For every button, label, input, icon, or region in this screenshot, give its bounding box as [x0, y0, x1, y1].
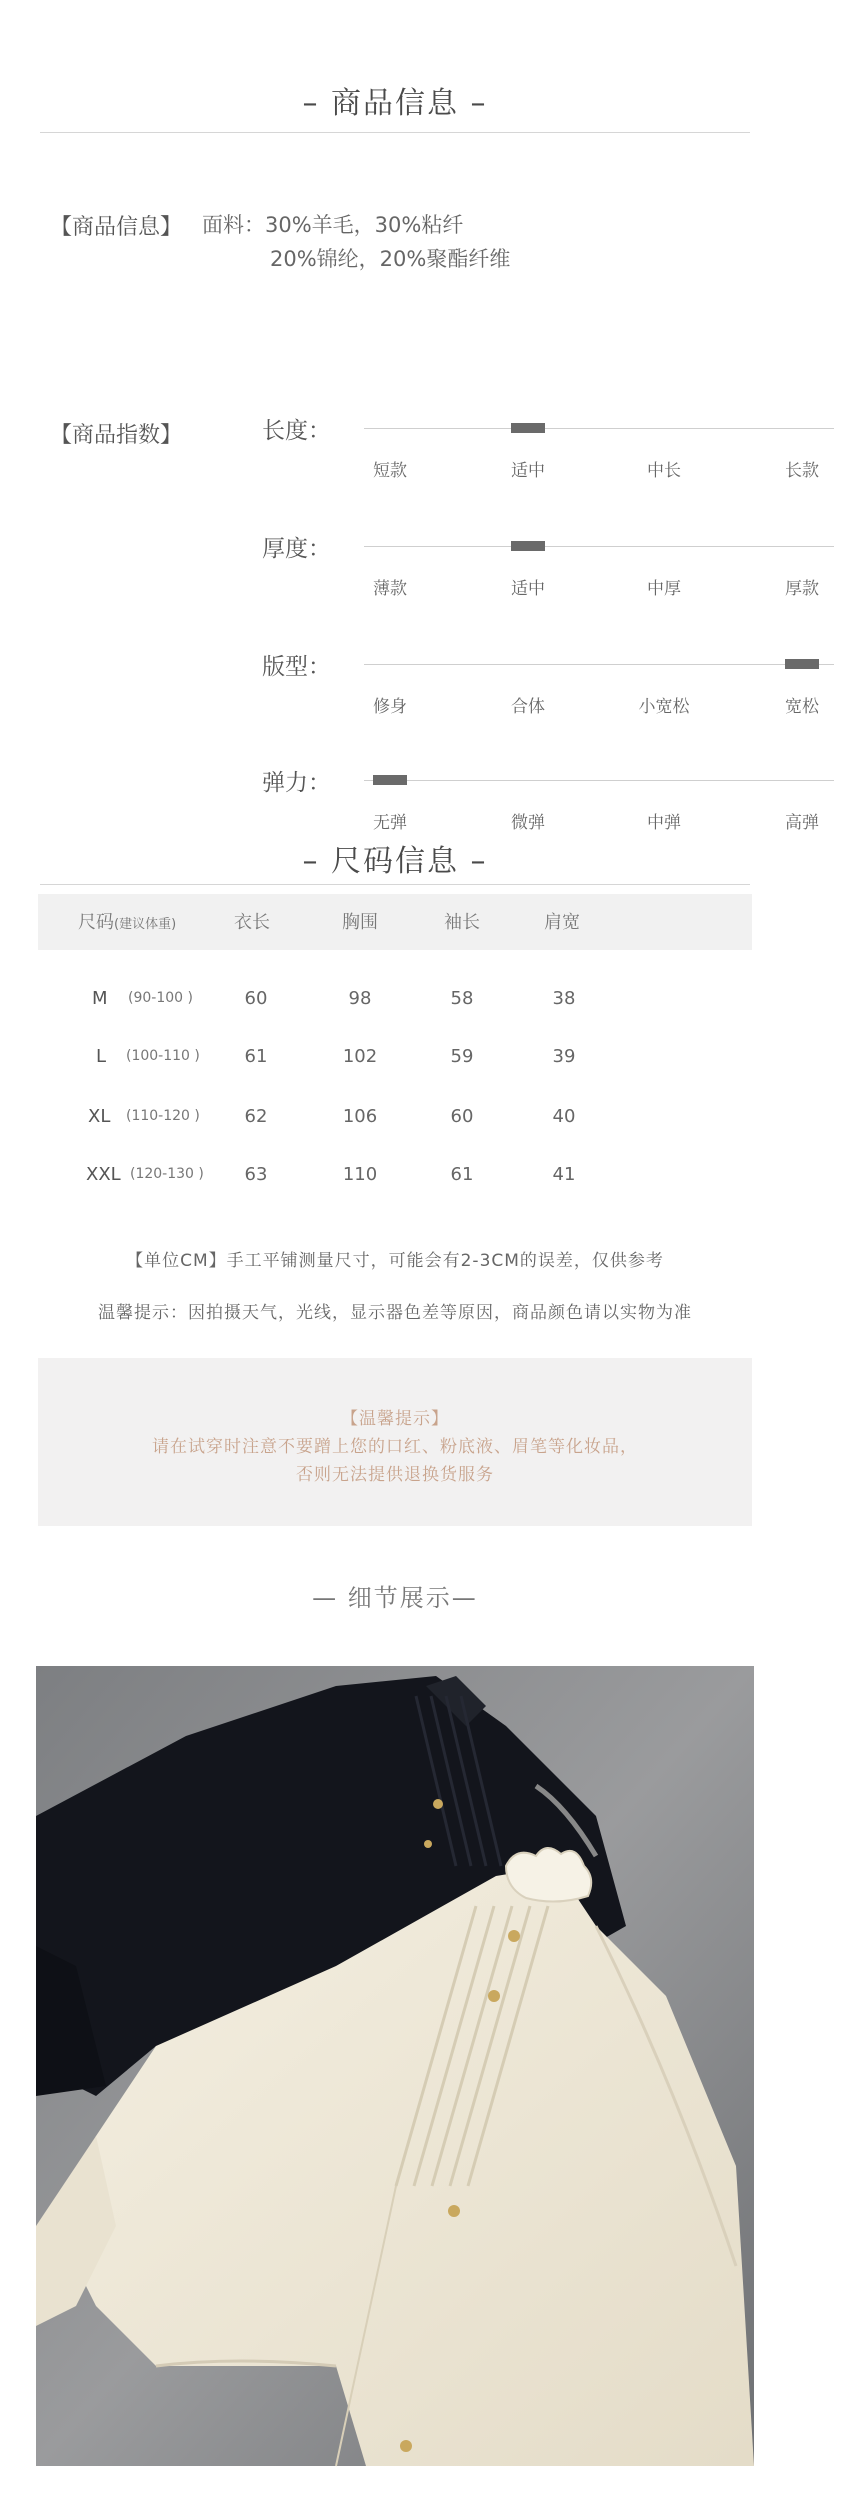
- index-tick-label: 适中: [511, 579, 545, 599]
- product-info-label: 【商品信息】: [50, 215, 183, 240]
- index-tick-label: 中厚: [647, 579, 681, 599]
- index-track: [364, 780, 834, 781]
- size-weight: (100-110 ): [126, 1048, 200, 1064]
- warm-tip-line-1: 请在试穿时注意不要蹭上您的口红、粉底液、眉笔等化妆品，: [152, 1437, 638, 1457]
- size-cell-length: 61: [244, 1046, 268, 1067]
- index-track: [364, 546, 834, 547]
- size-cell-shoulder: 38: [552, 988, 576, 1009]
- blouse-photo-illustration: [36, 1666, 754, 2466]
- size-label: XL: [88, 1106, 111, 1127]
- header-sleeve: 袖长: [444, 912, 480, 933]
- size-label: XXL: [86, 1164, 121, 1185]
- header-shoulder: 肩宽: [544, 912, 580, 933]
- size-cell-shoulder: 40: [552, 1106, 576, 1127]
- index-marker: [785, 659, 819, 669]
- index-track: [364, 664, 834, 665]
- detail-title: — 细节展示—: [312, 1584, 478, 1612]
- fabric-line-2: 20%锦纶，20%聚酯纤维: [270, 247, 511, 271]
- header-chest: 胸围: [342, 912, 378, 933]
- product-info-title: – 商品信息 –: [302, 86, 488, 121]
- unit-note: 【单位CM】手工平铺测量尺寸，可能会有2-3CM的误差，仅供参考: [126, 1251, 664, 1271]
- product-index-label: 【商品指数】: [50, 423, 183, 448]
- index-row-label: 长度：: [262, 418, 331, 444]
- size-cell-sleeve: 61: [450, 1164, 474, 1185]
- index-marker: [373, 775, 407, 785]
- index-tick-label: 修身: [373, 697, 407, 717]
- size-cell-length: 63: [244, 1164, 268, 1185]
- index-tick-label: 宽松: [785, 697, 819, 717]
- size-weight: (120-130 ): [130, 1166, 204, 1182]
- index-row-label: 厚度：: [262, 536, 331, 562]
- size-cell-chest: 106: [342, 1106, 378, 1127]
- size-title-divider: [40, 884, 750, 885]
- color-note: 温馨提示：因拍摄天气，光线，显示器色差等原因，商品颜色请以实物为准: [98, 1303, 692, 1323]
- size-cell-shoulder: 41: [552, 1164, 576, 1185]
- size-cell-length: 62: [244, 1106, 268, 1127]
- index-marker: [511, 541, 545, 551]
- fabric-line-1: 面料：30%羊毛，30%粘纤: [202, 213, 464, 237]
- index-tick-label: 合体: [511, 697, 545, 717]
- index-tick-label: 薄款: [373, 579, 407, 599]
- index-tick-label: 中弹: [647, 813, 681, 833]
- index-tick-label: 中长: [647, 461, 681, 481]
- size-label: M: [92, 988, 108, 1009]
- index-marker: [511, 423, 545, 433]
- size-weight: (90-100 ): [128, 990, 193, 1006]
- size-cell-sleeve: 58: [450, 988, 474, 1009]
- index-row-label: 弹力：: [262, 770, 331, 796]
- index-tick-label: 厚款: [785, 579, 819, 599]
- size-cell-chest: 98: [348, 988, 372, 1009]
- index-tick-label: 小宽松: [638, 697, 690, 717]
- header-length: 衣长: [234, 912, 270, 933]
- index-tick-label: 无弹: [373, 813, 407, 833]
- size-cell-shoulder: 39: [552, 1046, 576, 1067]
- index-tick-label: 微弹: [511, 813, 545, 833]
- size-info-title: – 尺码信息 –: [302, 844, 488, 879]
- index-tick-label: 高弹: [785, 813, 819, 833]
- index-tick-label: 适中: [511, 461, 545, 481]
- index-track: [364, 428, 834, 429]
- size-cell-sleeve: 60: [450, 1106, 474, 1127]
- title-divider: [40, 132, 750, 133]
- size-cell-chest: 102: [342, 1046, 378, 1067]
- size-cell-sleeve: 59: [450, 1046, 474, 1067]
- warm-tip-title: 【温馨提示】: [341, 1409, 449, 1429]
- header-size: 尺码(建议体重): [78, 912, 177, 933]
- index-tick-label: 短款: [373, 461, 407, 481]
- size-cell-length: 60: [244, 988, 268, 1009]
- index-row-label: 版型：: [262, 654, 331, 680]
- size-label: L: [96, 1046, 107, 1067]
- size-cell-chest: 110: [342, 1164, 378, 1185]
- warm-tip-line-2: 否则无法提供退换货服务: [296, 1465, 494, 1485]
- product-photo: [36, 1666, 754, 2466]
- size-weight: (110-120 ): [126, 1108, 200, 1124]
- index-tick-label: 长款: [785, 461, 819, 481]
